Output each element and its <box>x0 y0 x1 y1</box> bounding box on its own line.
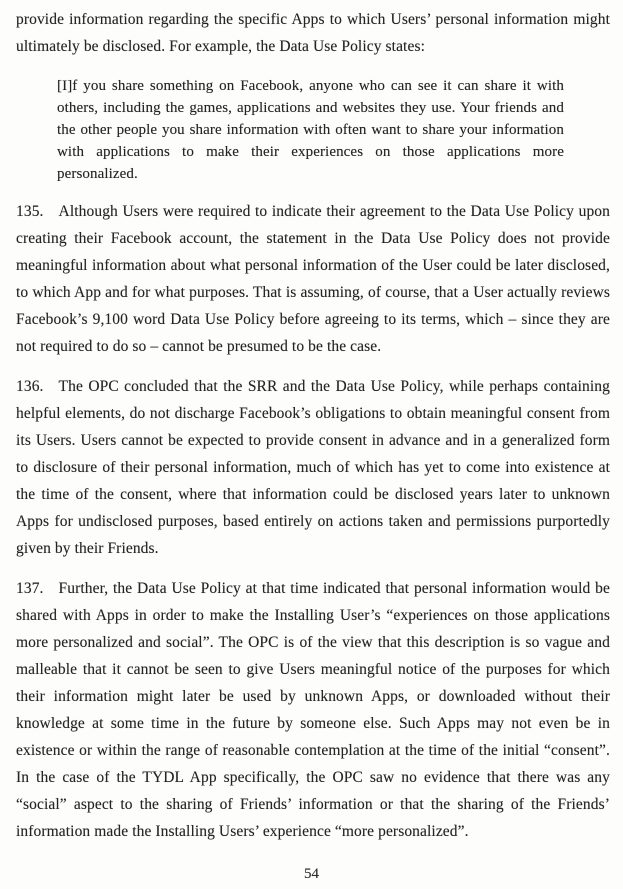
paragraph-text: Although Users were required to indicate their agreement to the Data Use Policy upon creating their Facebook account, the statement in the Data Use Policy does not provide meaningful information about what personal information of the User could be later disclosed, to which App and for what purposes. That is assuming, of course, that a User actually reviews Facebook’s 9,100 word Data Use Policy before agreeing to its terms, which – since they are not required to do so – cannot be presumed to be the case. <box>16 203 610 355</box>
paragraph-number: 137. <box>16 580 44 597</box>
paragraph-number: 135. <box>16 203 44 220</box>
numbered-paragraph-137 <box>16 575 610 845</box>
quote-block: [I]f you share something on Facebook, anyone who can see it can share it with others, including the games, applications and websites they use. Your friends and the other people you share information with often want to share your information with applications to make their experiences on those applications more personalized. <box>57 78 564 182</box>
paragraph-text: Further, the Data Use Policy at that time indicated that personal information would be shared with Apps in order to make the Installing User’s “experiences on those applications more personalized and social”. The OPC is of the view that this description is so vague and malleable that it cannot be seen to give Users meaningful notice of the purposes for which their information might later be used by unknown Apps, or downloaded without their knowledge at some time in the future by someone else. Such Apps may not even be in existence or within the range of reasonable contemplation at the time of the initial “consent”. In the case of the TYDL App specifically, the OPC saw no evidence that there was any “social” aspect to the sharing of Friends’ information or that the sharing of the Friends’ information made the Installing Users’ experience “more personalized”. <box>16 580 610 840</box>
numbered-paragraph-136 <box>16 373 610 562</box>
paragraph-number: 136. <box>16 378 44 395</box>
page-number-footer: 54 <box>304 866 319 882</box>
paragraph-text: The OPC concluded that the SRR and the Data Use Policy, while perhaps containing helpful elements, do not discharge Facebook’s obligations to obtain meaningful consent from its Users. Users cannot be expected to provide consent in advance and in a generalized form to disclosure of their personal information, much of which has yet to come into existence at the time of the consent, where that information could be disclosed years later to unknown Apps for undisclosed purposes, based entirely on actions taken and permissions purportedly given by their Friends. <box>16 378 610 557</box>
numbered-paragraph-135 <box>16 198 610 360</box>
continuation-paragraph: provide information regarding the specific Apps to which Users’ personal information might ultimately be disclosed. For example, the Data Use Policy states: <box>16 11 610 55</box>
